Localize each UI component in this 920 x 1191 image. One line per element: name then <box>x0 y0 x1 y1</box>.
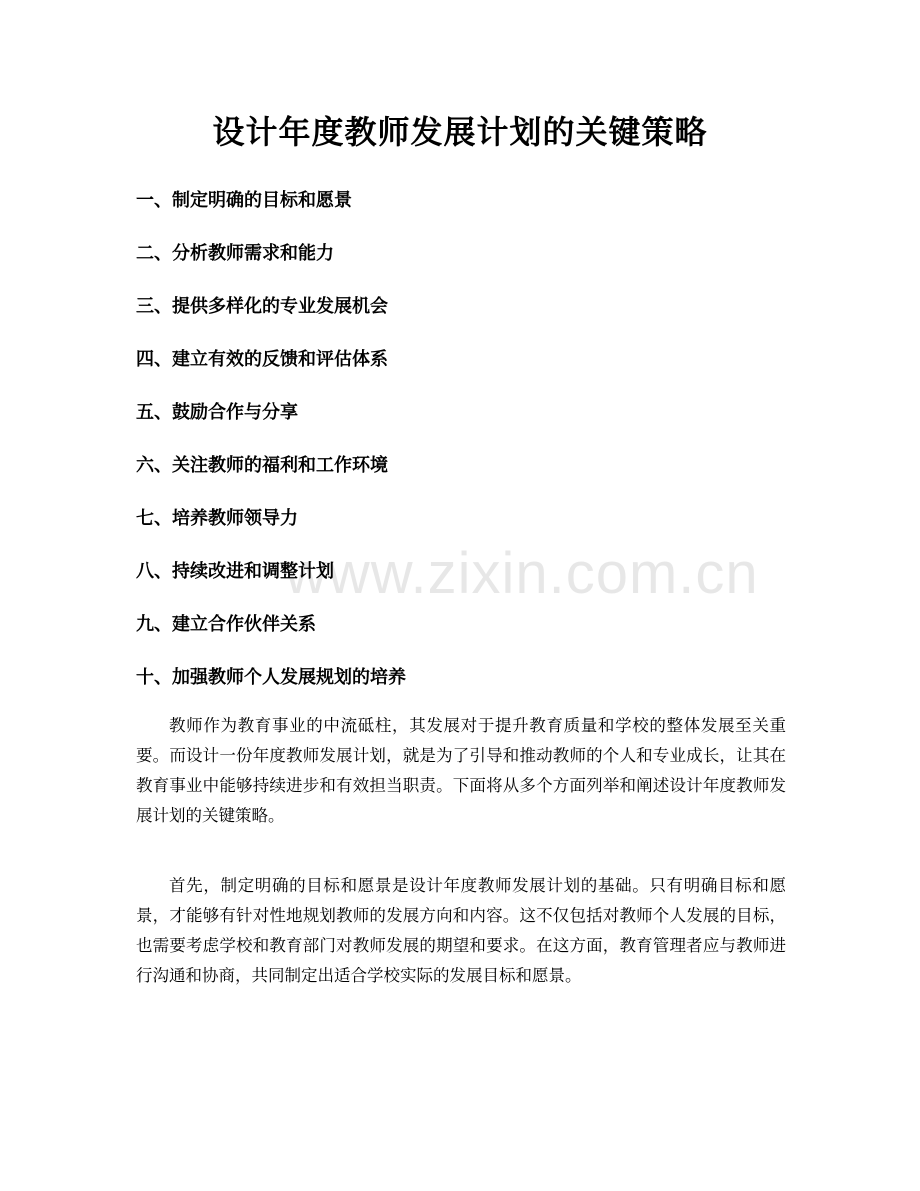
outline-item: 一、制定明确的目标和愿景 <box>136 190 352 211</box>
outline-item: 九、建立合作伙伴关系 <box>136 614 316 635</box>
outline-item: 六、关注教师的福利和工作环境 <box>136 455 388 476</box>
outline-item: 五、鼓励合作与分享 <box>136 402 298 423</box>
outline-item: 四、建立有效的反馈和评估体系 <box>136 349 388 370</box>
outline-list <box>136 187 796 717</box>
outline-item: 二、分析教师需求和能力 <box>136 243 334 264</box>
outline-item: 七、培养教师领导力 <box>136 508 298 529</box>
watermark: www.zixin.com.cn <box>285 541 759 606</box>
body-paragraph: 首先，制定明确的目标和愿景是设计年度教师发展计划的基础。只有明确目标和愿景，才能够有针对性地规划教师的发展方向和内容。这不仅包括对教师个人发展的目标，也需要考虑学校和教育部门对教师发展的期望和要求。在这方面，教育管理者应与教师进行沟通和协商，共同制定出适合学校实际的发展目标和愿景。 <box>136 876 786 985</box>
intro-paragraph: 教师作为教育事业的中流砥柱，其发展对于提升教育质量和学校的整体发展至关重要。而设计一份年度教师发展计划，就是为了引导和推动教师的个人和专业成长，让其在教育事业中能够持续进步和有效担当职责。下面将从多个方面列举和阐述设计年度教师发展计划的关键策略。 <box>136 716 786 825</box>
outline-item: 三、提供多样化的专业发展机会 <box>136 296 388 317</box>
document-title: 设计年度教师发展计划的关键策略 <box>212 113 708 151</box>
outline-item: 八、持续改进和调整计划 <box>136 561 334 582</box>
outline-item: 十、加强教师个人发展规划的培养 <box>136 667 406 688</box>
